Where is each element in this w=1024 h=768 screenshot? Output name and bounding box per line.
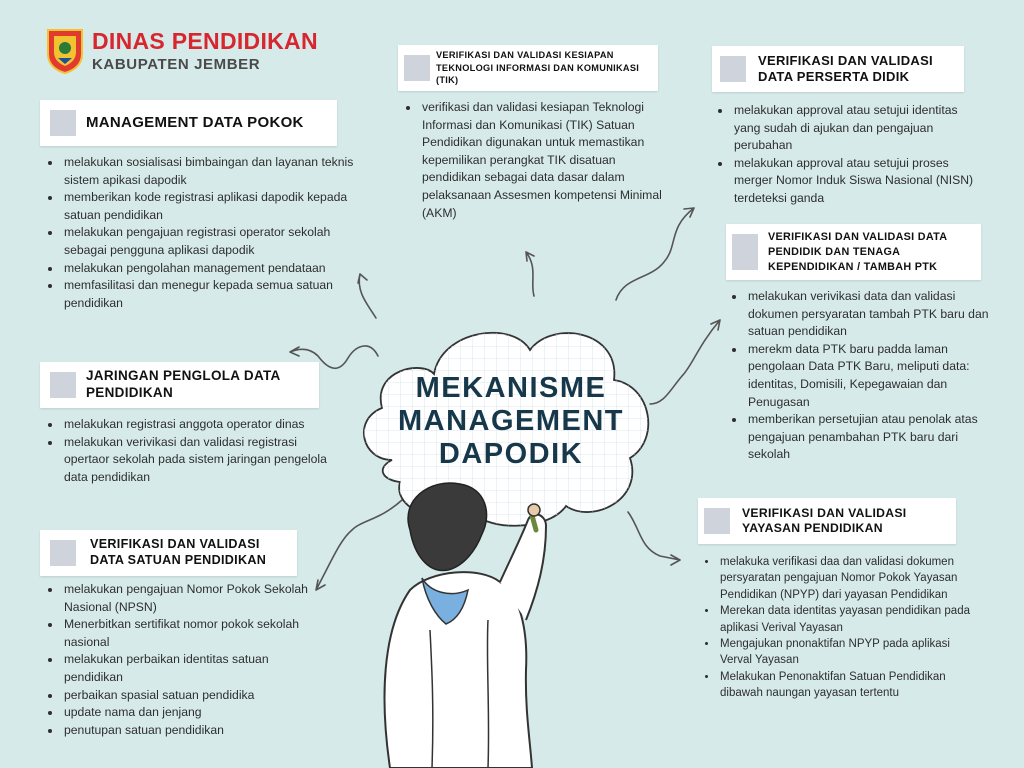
- section-heading: JARINGAN PENGLOLA DATA PENDIDIKAN: [86, 368, 281, 400]
- tik-points: [402, 99, 675, 222]
- list-item: • melakukan perbaikan identitas satuan pendidikan: [62, 651, 322, 686]
- list-item: • Menerbitkan sertifikat nomor pokok sekolah nasional: [62, 616, 322, 651]
- list-item: • Mengajukan pnonaktifan NPYP pada aplikasi Verval Yayasan: [718, 636, 982, 669]
- placeholder-icon: [50, 372, 76, 398]
- ptk-points: [728, 288, 1002, 464]
- diagram-title: [380, 372, 642, 471]
- list-item: • melakukan pengajuan registrasi operator sekolah sebagai pengguna aplikasi dapodik: [62, 224, 357, 259]
- title-line: MANAGEMENT: [397, 405, 625, 437]
- list-item: • update nama dan jenjang: [62, 704, 322, 722]
- list-item: • melakukan pengajuan Nomor Pokok Sekolah Nasional (NPSN): [62, 581, 322, 616]
- list-item: • Melakukan Penonaktifan Satuan Pendidikan dibawah naungan yayasan tertentu: [718, 669, 982, 702]
- card-satuan-pendidikan: [40, 530, 297, 576]
- list-item: • melakukan approval atau setujui identitas yang sudah di ajukan dan pengajuan perubahan: [732, 102, 982, 155]
- placeholder-icon: [720, 56, 746, 82]
- list-item: • melakukan verivikasi dan validasi registrasi opertaor sekolah pada sistem jaringan pengelola data pendidikan: [62, 434, 334, 487]
- jaringan-points: [44, 416, 334, 486]
- card-management-data-pokok: [40, 100, 337, 146]
- org-subtitle: KABUPATEN JEMBER: [92, 56, 261, 73]
- section-heading: VERIFIKASI DAN VALIDASI DATA PERSERTA DIDIK: [758, 52, 933, 84]
- satuan-points: [44, 581, 322, 739]
- list-item: • memberikan kode registrasi aplikasi dapodik kepada satuan pendidikan: [62, 189, 357, 224]
- list-item: • melakukan pengolahan management pendataan: [62, 260, 357, 278]
- peserta-points: [714, 102, 982, 208]
- card-pendidik-ptk: [726, 224, 981, 280]
- list-item: • memberikan persetujian atau penolak atas pengajuan penambahan PTK baru dari sekolah: [746, 411, 1002, 464]
- list-item: • melakuka verifikasi daa dan validasi dokumen persyaratan pengajuan Nomor Pokok Yayasan Pendidikan (NPYP) dari yayasan Pendidikan: [718, 554, 982, 603]
- list-item: • perbaikan spasial satuan pendidika: [62, 687, 322, 705]
- yayasan-points: [700, 554, 982, 702]
- placeholder-icon: [404, 55, 430, 81]
- list-item: • Merekan data identitas yayasan pendidikan pada aplikasi Verival Yayasan: [718, 603, 982, 636]
- list-item: • melakukan approval atau setujui proses merger Nomor Induk Siswa Nasional (NISN) terdeteksi ganda: [732, 155, 982, 208]
- kabupaten-jember-emblem-icon: [46, 28, 84, 74]
- card-kesiapan-tik: [398, 45, 658, 91]
- list-item: • melakukan sosialisasi bimbaingan dan layanan teknis sistem apikasi dapodik: [62, 154, 357, 189]
- person-writing-illustration: [360, 470, 590, 768]
- org-name: DINAS PENDIDIKAN: [92, 28, 318, 54]
- list-item: • memfasilitasi dan menegur kepada semua satuan pendidikan: [62, 277, 357, 312]
- section-heading: VERIFIKASI DAN VALIDASI KESIAPAN TEKNOLOGI INFORMASI DAN KOMUNIKASI (TIK): [436, 50, 640, 86]
- card-yayasan-pendidikan: [698, 498, 956, 544]
- title-line: DAPODIK: [438, 438, 584, 470]
- card-peserta-didik: [712, 46, 964, 92]
- section-heading: VERIFIKASI DAN VALIDASI YAYASAN PENDIDIKAN: [742, 505, 907, 535]
- section-heading: MANAGEMENT DATA POKOK: [86, 113, 304, 131]
- placeholder-icon: [732, 234, 758, 270]
- management-points: [44, 154, 357, 312]
- card-jaringan-penglola: [40, 362, 319, 408]
- placeholder-icon: [704, 508, 730, 534]
- list-item: • melakukan verivikasi data dan validasi dokumen persyaratan tambah PTK baru dan satuan pendidikan: [746, 288, 1002, 341]
- list-item: • penutupan satuan pendidikan: [62, 722, 322, 740]
- list-item: • verifikasi dan validasi kesiapan Teknologi Informasi dan Komunikasi (TIK) Satuan Pendidikan digunakan untuk memastikan kepemilikan perangkat TIK disatuan pendidikan sebagai data dasar dalam pelaksanaan Assesmen kompetensi Minimal (AKM): [420, 99, 675, 222]
- placeholder-icon: [50, 540, 76, 566]
- section-heading: VERIFIKASI DAN VALIDASI DATA SATUAN PENDIDIKAN: [90, 537, 267, 567]
- arrow-to-tik: [526, 252, 534, 296]
- section-heading: VERIFIKASI DAN VALIDASI DATA PENDIDIK DAN TENAGA KEPENDIDIKAN / TAMBAH PTK: [768, 230, 947, 273]
- list-item: • melakukan registrasi anggota operator dinas: [62, 416, 334, 434]
- title-line: MEKANISME: [415, 372, 607, 404]
- placeholder-icon: [50, 110, 76, 136]
- list-item: • merekm data PTK baru padda laman pengolaan Data PTK Baru, meliputi data: identitas, Domisili, Kepegawaian dan Penugasan: [746, 341, 1002, 411]
